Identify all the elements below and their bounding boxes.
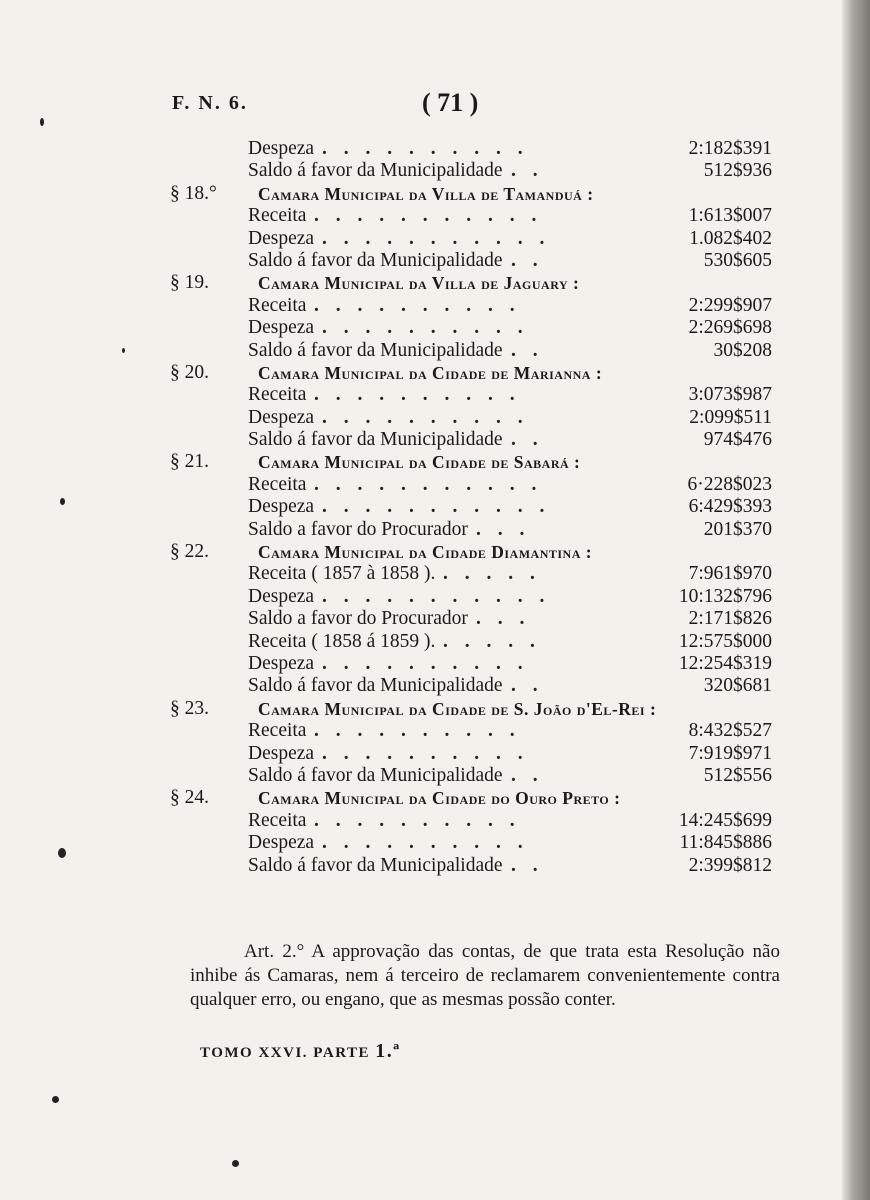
page-header xyxy=(172,88,792,118)
entry-label: Saldo á favor da Municipalidade xyxy=(248,429,503,451)
ink-speck xyxy=(52,1096,59,1103)
entry-amount: 6:429$393 xyxy=(688,496,772,518)
entry-amount: 12:254$319 xyxy=(678,652,772,674)
section-heading-row xyxy=(0,183,842,205)
leader-dots: . . . . . . . . . . xyxy=(322,317,529,339)
entry-label: Receita ( 1858 á 1859 ). xyxy=(248,630,436,652)
section-heading-row xyxy=(0,787,842,809)
entry-amount: 14:245$699 xyxy=(678,809,772,831)
leader-dots: . . xyxy=(511,249,544,271)
leader-dots: . . xyxy=(511,854,544,876)
ledger-row xyxy=(0,384,842,406)
entry-label: Despeza xyxy=(248,227,315,249)
page-edge-shadow xyxy=(842,0,870,1200)
entry-amount: 8:432$527 xyxy=(688,720,772,742)
entry-label: Despeza xyxy=(248,832,315,854)
section-title: Camara Municipal da Cidade de Sabará : xyxy=(258,452,581,473)
entry-amount: 12:575$000 xyxy=(678,630,772,652)
entry-label: Saldo á favor da Municipalidade xyxy=(248,675,503,697)
entry-amount: 11:845$886 xyxy=(679,832,772,854)
leader-dots: . . xyxy=(511,160,544,182)
ledger-row xyxy=(0,855,842,877)
ledger-row xyxy=(0,250,842,272)
ledger-row xyxy=(0,631,842,653)
ink-speck xyxy=(232,1160,239,1167)
footer-prefix: TOMO XXVI. PARTE xyxy=(200,1045,371,1061)
section-title: Camara Municipal da Cidade Diamantina : xyxy=(258,542,593,563)
leader-dots: . . . . . . . . . . xyxy=(314,720,521,742)
leader-dots: . . xyxy=(511,675,544,697)
leader-dots: . . . . . . . . . . xyxy=(314,809,521,831)
ledger-row xyxy=(0,228,842,250)
leader-dots: . . . . . . . . . . xyxy=(322,138,529,159)
section-number: § 21. xyxy=(170,451,209,473)
entry-label: Saldo á favor da Municipalidade xyxy=(248,249,503,271)
entry-amount: 2:099$511 xyxy=(689,406,772,428)
entry-amount: 2:182$391 xyxy=(688,138,772,159)
section-title: Camara Municipal da Cidade de S. João d'El-Rei : xyxy=(258,698,657,719)
entry-label: Receita xyxy=(248,720,307,742)
section-number: § 19. xyxy=(170,272,209,294)
leader-dots: . . xyxy=(511,429,544,451)
leader-dots: . . . . . xyxy=(443,630,541,652)
entry-label: Saldo a favor do Procurador xyxy=(248,518,468,540)
ledger-row xyxy=(0,138,842,160)
entry-amount: 2:269$698 xyxy=(688,317,772,339)
leader-dots: . . . . . . . . . . . xyxy=(322,496,551,518)
ledger-row xyxy=(0,720,842,742)
entry-label: Saldo á favor da Municipalidade xyxy=(248,854,503,876)
ledger-row xyxy=(0,205,842,227)
ink-speck xyxy=(40,118,44,126)
leader-dots: . . xyxy=(511,764,544,786)
volume-footer xyxy=(200,1040,401,1063)
ledger-row xyxy=(0,765,842,787)
entry-amount: 512$556 xyxy=(703,764,772,786)
ledger-row xyxy=(0,832,842,854)
section-number: § 22. xyxy=(170,541,209,563)
section-number: § 18.° xyxy=(170,182,217,204)
section-number: § 20. xyxy=(170,361,209,383)
entry-amount: 7:919$971 xyxy=(688,742,772,764)
leader-dots: . . xyxy=(511,339,544,361)
article-text: Art. 2.° A approvação das contas, de que trata esta Resolução não inhibe ás Camaras, nem á terceiro de reclamarem convenientemente contra qualquer erro, ou engano, que as mesmas possão conter. xyxy=(190,941,780,1010)
ledger-row xyxy=(0,675,842,697)
leader-dots: . . . . . . . . . . xyxy=(314,384,521,406)
entry-amount: 201$370 xyxy=(703,518,772,540)
section-title: Camara Municipal da Villa de Tamanduá : xyxy=(258,183,594,204)
ledger-row xyxy=(0,474,842,496)
section-heading-row xyxy=(0,362,842,384)
entry-amount: 974$476 xyxy=(703,429,772,451)
entry-label: Saldo á favor da Municipalidade xyxy=(248,764,503,786)
entry-amount: 1:613$007 xyxy=(688,205,772,227)
entry-amount: 6·228$023 xyxy=(687,473,772,495)
leader-dots: . . . . . . . . . . xyxy=(322,742,529,764)
entry-label: Despeza xyxy=(248,496,315,518)
leader-dots: . . . . . . . . . . xyxy=(322,652,529,674)
leader-dots: . . . . . . . . . . . xyxy=(322,585,551,607)
entry-label: Despeza xyxy=(248,652,315,674)
section-heading-row xyxy=(0,272,842,294)
leader-dots: . . . . . . . . . . . xyxy=(314,205,543,227)
entry-label: Receita ( 1857 à 1858 ). xyxy=(248,563,436,585)
section-heading-row xyxy=(0,451,842,473)
entry-label: Despeza xyxy=(248,585,315,607)
entry-amount: 2:299$907 xyxy=(688,294,772,316)
entry-amount: 2:171$826 xyxy=(688,608,772,630)
page-number: ( 71 ) xyxy=(422,88,479,117)
header-signature: F. N. 6. xyxy=(172,92,248,114)
entry-amount: 2:399$812 xyxy=(688,854,772,876)
footer-number: 1.ª xyxy=(375,1040,401,1062)
section-number: § 23. xyxy=(170,697,209,719)
ledger-row xyxy=(0,496,842,518)
leader-dots: . . . . . . . . . . . xyxy=(322,227,551,249)
ledger-row xyxy=(0,810,842,832)
leader-dots: . . . xyxy=(476,608,531,630)
ink-speck xyxy=(60,498,65,505)
entry-label: Receita xyxy=(248,473,307,495)
leader-dots: . . . xyxy=(476,518,531,540)
entry-amount: 10:132$796 xyxy=(678,585,772,607)
leader-dots: . . . . . . . . . . xyxy=(314,294,521,316)
entry-label: Despeza xyxy=(248,742,315,764)
section-title: Camara Municipal da Cidade de Marianna : xyxy=(258,362,603,383)
ledger-row xyxy=(0,563,842,585)
entry-amount: 3:073$987 xyxy=(688,384,772,406)
ledger-row xyxy=(0,295,842,317)
section-heading-row xyxy=(0,698,842,720)
section-number: § 24. xyxy=(170,787,209,809)
leader-dots: . . . . . . . . . . xyxy=(322,832,529,854)
entry-label: Despeza xyxy=(248,406,315,428)
entry-amount: 530$605 xyxy=(703,249,772,271)
entry-label: Saldo á favor da Municipalidade xyxy=(248,160,503,182)
entry-amount: 30$208 xyxy=(713,339,772,361)
article-paragraph xyxy=(190,940,780,1012)
entry-amount: 320$681 xyxy=(703,675,772,697)
ledger-row xyxy=(0,340,842,362)
ledger-row xyxy=(0,160,842,182)
entry-amount: 1.082$402 xyxy=(689,227,772,249)
entry-label: Saldo á favor da Municipalidade xyxy=(248,339,503,361)
ledger-row xyxy=(0,407,842,429)
ledger-row xyxy=(0,429,842,451)
entry-label: Receita xyxy=(248,809,307,831)
entry-label: Despeza xyxy=(248,138,315,159)
section-title: Camara Municipal da Villa de Jaguary : xyxy=(258,273,580,294)
entry-label: Saldo a favor do Procurador xyxy=(248,608,468,630)
leader-dots: . . . . . xyxy=(443,563,541,585)
ledger-row xyxy=(0,519,842,541)
ledger-row xyxy=(0,586,842,608)
entry-amount: 512$936 xyxy=(703,160,772,182)
section-heading-row xyxy=(0,541,842,563)
ink-speck xyxy=(58,848,66,858)
ledger-row xyxy=(0,743,842,765)
entry-label: Despeza xyxy=(248,317,315,339)
leader-dots: . . . . . . . . . . xyxy=(322,406,529,428)
ink-speck xyxy=(122,348,125,353)
ledger-row xyxy=(0,653,842,675)
entry-label: Receita xyxy=(248,294,307,316)
entry-amount: 7:961$970 xyxy=(688,563,772,585)
section-title: Camara Municipal da Cidade do Ouro Preto : xyxy=(258,788,621,809)
leader-dots: . . . . . . . . . . . xyxy=(314,473,543,495)
accounts-ledger xyxy=(0,138,842,877)
entry-label: Receita xyxy=(248,205,307,227)
ledger-row xyxy=(0,608,842,630)
ledger-row xyxy=(0,317,842,339)
entry-label: Receita xyxy=(248,384,307,406)
